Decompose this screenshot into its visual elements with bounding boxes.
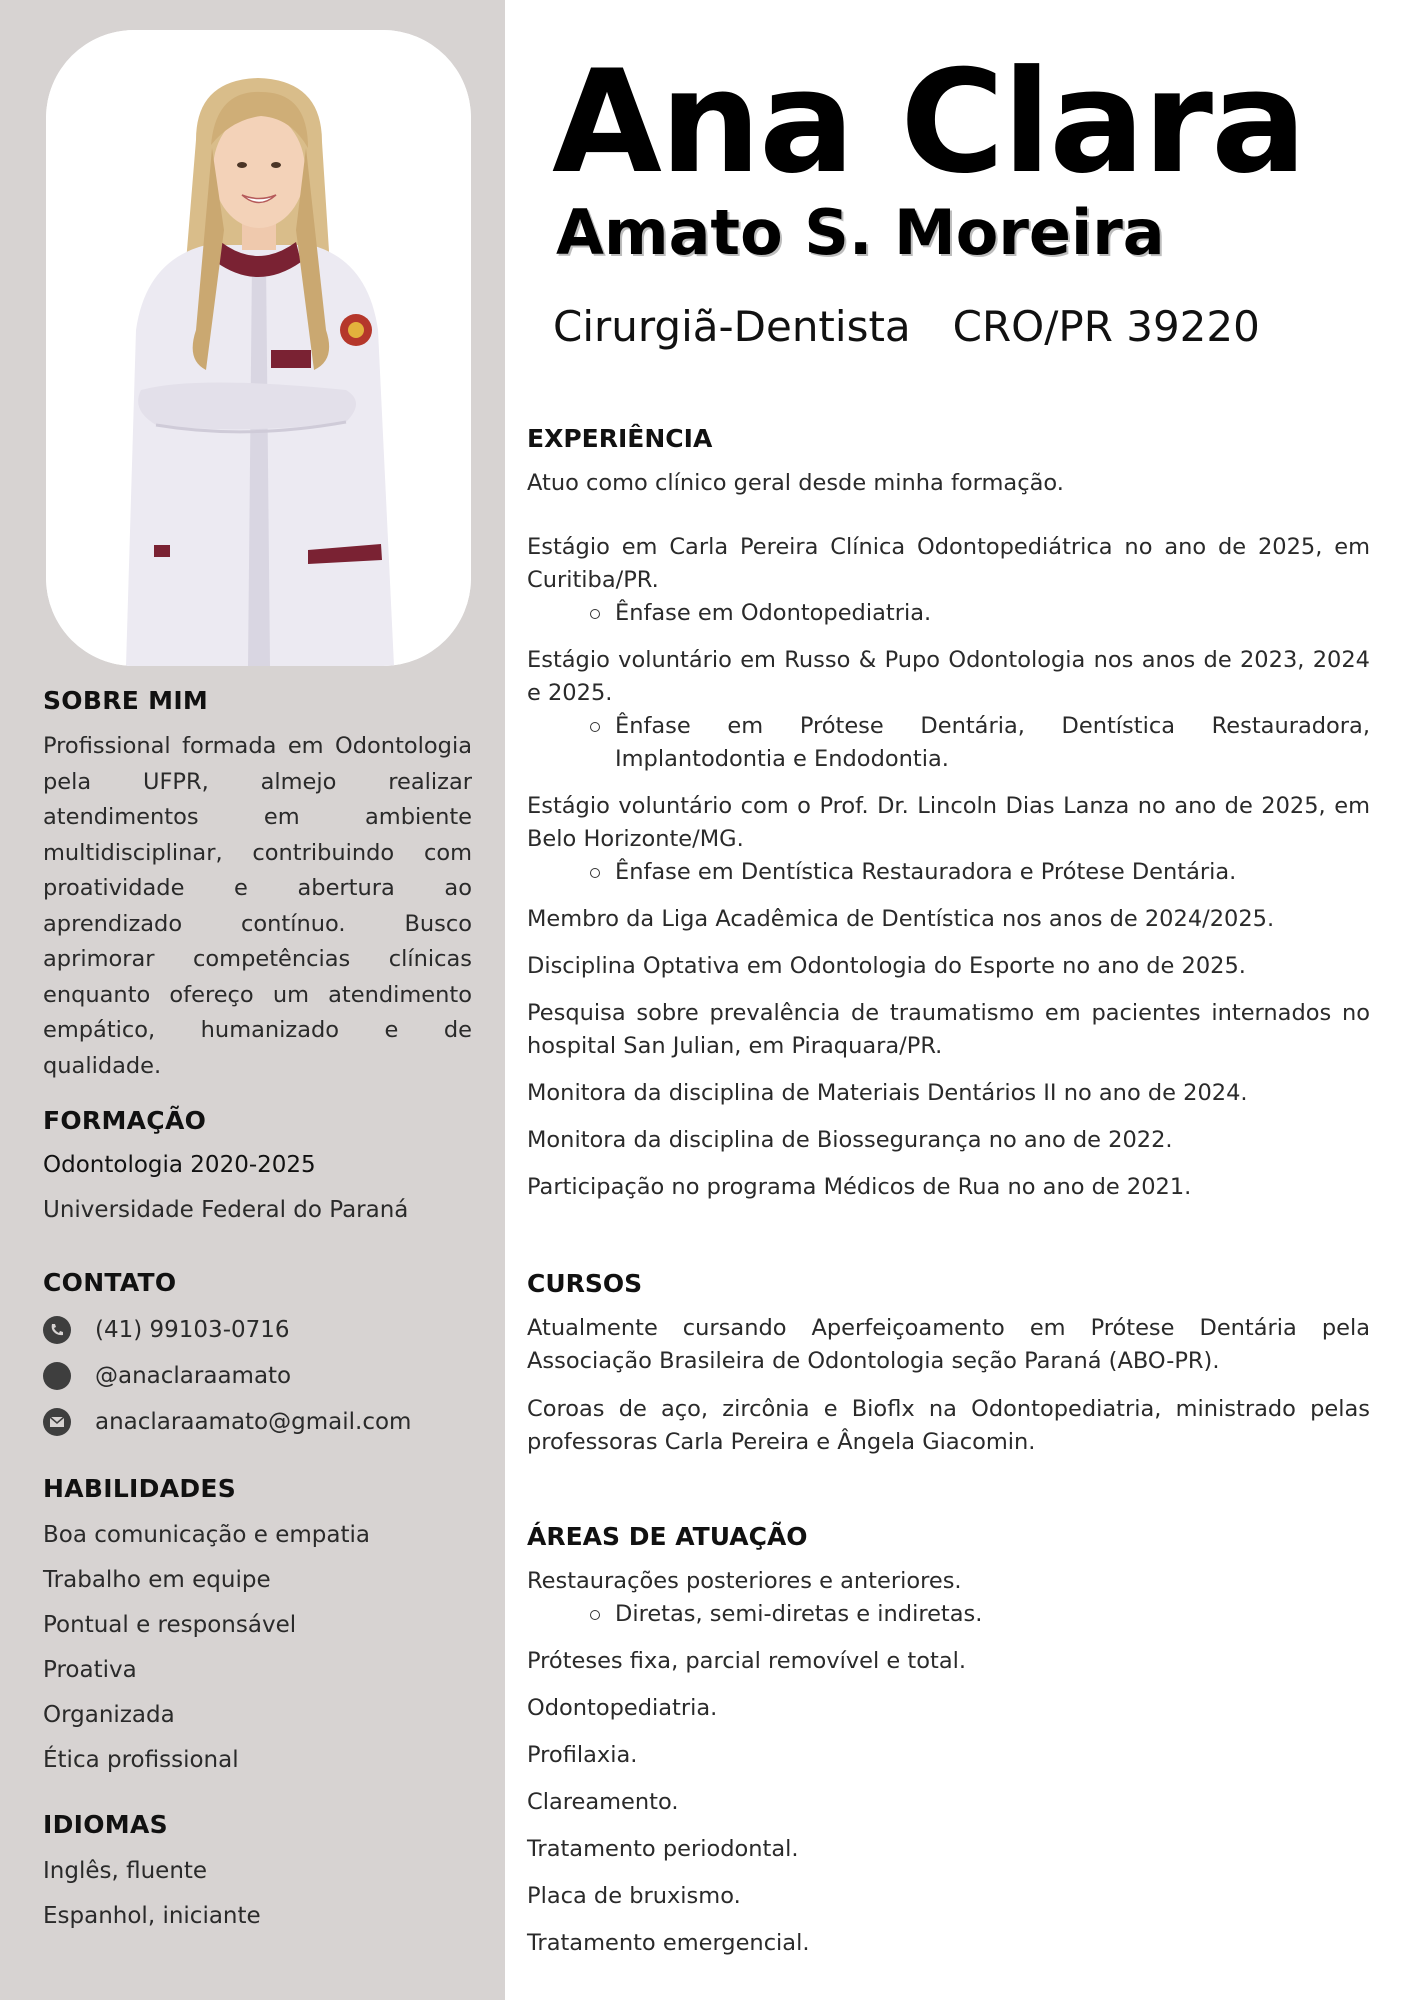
experience-item: Monitora da disciplina de Biossegurança no ano de 2022. bbox=[527, 1127, 1173, 1153]
skill-item: Organizada bbox=[43, 1702, 175, 1728]
phone-icon bbox=[43, 1316, 71, 1344]
experience-item: Participação no programa Médicos de Rua no ano de 2021. bbox=[527, 1174, 1192, 1200]
course-item: Coroas de aço, zircônia e Bioflx na Odontopediatria, ministrado pelas professoras Carla Pereira e Ângela Giacomin. bbox=[527, 1396, 1370, 1455]
phone-text: (41) 99103-0716 bbox=[95, 1317, 290, 1343]
education-institution: Universidade Federal do Paraná bbox=[43, 1197, 409, 1223]
skill-item: Proativa bbox=[43, 1657, 137, 1683]
about-title: SOBRE MIM bbox=[43, 686, 209, 715]
skill-item: Pontual e responsável bbox=[43, 1612, 297, 1638]
instagram-text: @anaclaraamato bbox=[95, 1363, 292, 1389]
area-item: Clareamento. bbox=[527, 1789, 679, 1815]
profession-line bbox=[553, 302, 1260, 351]
languages-section bbox=[43, 1810, 472, 1939]
area-item: Profilaxia. bbox=[527, 1742, 638, 1768]
about-text: Profissional formada em Odontologia pela UFPR, almejo realizar atendimentos em ambiente multidisciplinar, contribuindo com proatividade e abertura ao aprendizado contínuo. Busco aprimorar competências clínicas enquanto ofereço um atendimento empático, humanizado e de qualidade. bbox=[43, 733, 472, 1079]
courses-section bbox=[527, 1269, 1370, 1459]
experience-bullet: Ênfase em Dentística Restauradora e Prótese Dentária. bbox=[527, 856, 1370, 889]
skill-item: Boa comunicação e empatia bbox=[43, 1522, 370, 1548]
experience-item: Monitora da disciplina de Materiais Dentários II no ano de 2024. bbox=[527, 1080, 1248, 1106]
portrait-illustration bbox=[46, 30, 471, 666]
experience-bullet: Ênfase em Prótese Dentária, Dentística Restauradora, Implantodontia e Endodontia. bbox=[527, 710, 1370, 776]
skill-item: Ética profissional bbox=[43, 1747, 239, 1773]
skill-item: Trabalho em equipe bbox=[43, 1567, 271, 1593]
last-name: Amato S. Moreira bbox=[556, 196, 1165, 269]
mail-icon bbox=[43, 1408, 71, 1436]
language-item: Inglês, fluente bbox=[43, 1858, 208, 1884]
instagram-icon bbox=[43, 1362, 71, 1390]
experience-item: Membro da Liga Acadêmica de Dentística nos anos de 2024/2025. bbox=[527, 906, 1275, 932]
contact-title: CONTATO bbox=[43, 1268, 177, 1297]
skills-section bbox=[43, 1474, 472, 1783]
first-name: Ana Clara bbox=[552, 40, 1305, 205]
education-course: Odontologia 2020-2025 bbox=[43, 1152, 316, 1178]
profile-photo bbox=[46, 30, 471, 666]
area-bullet: Diretas, semi-diretas e indiretas. bbox=[527, 1598, 1370, 1631]
area-item: Tratamento periodontal. bbox=[527, 1836, 799, 1862]
skills-title: HABILIDADES bbox=[43, 1474, 237, 1503]
courses-title: CURSOS bbox=[527, 1269, 643, 1298]
language-item: Espanhol, iniciante bbox=[43, 1903, 261, 1929]
experience-item: Disciplina Optativa em Odontologia do Esporte no ano de 2025. bbox=[527, 953, 1246, 979]
experience-section bbox=[527, 424, 1370, 1204]
areas-section bbox=[527, 1522, 1370, 1960]
profession: Cirurgiã-Dentista bbox=[553, 302, 911, 351]
contact-instagram[interactable] bbox=[43, 1353, 472, 1399]
area-item: Odontopediatria. bbox=[527, 1695, 718, 1721]
contact-section bbox=[43, 1268, 472, 1445]
area-item: Placa de bruxismo. bbox=[527, 1883, 741, 1909]
contact-email[interactable] bbox=[43, 1399, 472, 1445]
email-text: anaclaraamato@gmail.com bbox=[95, 1409, 412, 1435]
course-item: Atualmente cursando Aperfeiçoamento em Prótese Dentária pela Associação Brasileira de Odontologia seção Paraná (ABO-PR). bbox=[527, 1315, 1370, 1374]
area-item: Tratamento emergencial. bbox=[527, 1930, 810, 1956]
areas-title: ÁREAS DE ATUAÇÃO bbox=[527, 1522, 808, 1551]
area-item: Próteses fixa, parcial removível e total. bbox=[527, 1648, 967, 1674]
sidebar bbox=[0, 0, 505, 2000]
experience-title: EXPERIÊNCIA bbox=[527, 424, 713, 453]
area-item: Restaurações posteriores e anteriores. bbox=[527, 1568, 962, 1594]
languages-title: IDIOMAS bbox=[43, 1810, 168, 1839]
about-section bbox=[43, 686, 472, 1084]
experience-item: Pesquisa sobre prevalência de traumatismo em pacientes internados no hospital San Julian, em Piraquara/PR. bbox=[527, 1000, 1370, 1059]
education-section bbox=[43, 1106, 472, 1233]
education-title: FORMAÇÃO bbox=[43, 1106, 207, 1135]
experience-intro: Atuo como clínico geral desde minha formação. bbox=[527, 470, 1064, 496]
registration: CRO/PR 39220 bbox=[952, 302, 1260, 351]
experience-item: Estágio voluntário em Russo & Pupo Odontologia nos anos de 2023, 2024 e 2025. bbox=[527, 647, 1370, 706]
contact-phone[interactable] bbox=[43, 1307, 472, 1353]
experience-item: Estágio voluntário com o Prof. Dr. Lincoln Dias Lanza no ano de 2025, em Belo Horizonte/MG. bbox=[527, 793, 1370, 852]
experience-bullet: Ênfase em Odontopediatria. bbox=[527, 597, 1370, 630]
experience-item: Estágio em Carla Pereira Clínica Odontopediátrica no ano de 2025, em Curitiba/PR. bbox=[527, 534, 1370, 593]
